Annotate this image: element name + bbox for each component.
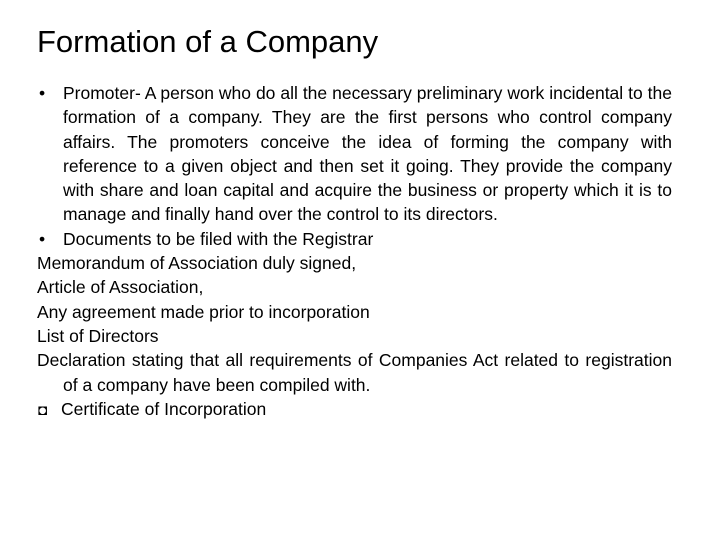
bullet-item-documents <box>37 227 672 251</box>
slide-body <box>37 81 672 423</box>
bullet-icon: • <box>39 83 46 103</box>
bullet-text: Documents to be filed with the Registrar <box>63 228 374 249</box>
list-line: Any agreement made prior to incorporation <box>37 301 370 322</box>
list-line: Declaration stating that all requirements of Companies Act related to registration of a company have been compiled with. <box>37 350 672 395</box>
slide-title: Formation of a Company <box>37 24 379 59</box>
bullet-text: Promoter- A person who do all the necessary preliminary work incidental to the formation of a company. They are the first persons who control company affairs. The promoters conceive the idea of forming the company with reference to a given object and then set it going. They provide the company with share and loan capital and acquire the business or property which it is to manage and finally hand over the control to its directors. <box>63 83 672 225</box>
bullet-item-promoter <box>37 81 672 227</box>
bullet-icon: • <box>39 228 46 249</box>
list-line: Memorandum of Association duly signed, <box>37 253 357 274</box>
square-bullet-icon: ◘ <box>38 401 48 419</box>
list-line: Article of Association, <box>37 277 204 298</box>
bullet-text: Certificate of Incorporation <box>61 398 267 419</box>
bullet-item-certificate <box>37 397 672 423</box>
list-line: List of Directors <box>37 325 159 346</box>
